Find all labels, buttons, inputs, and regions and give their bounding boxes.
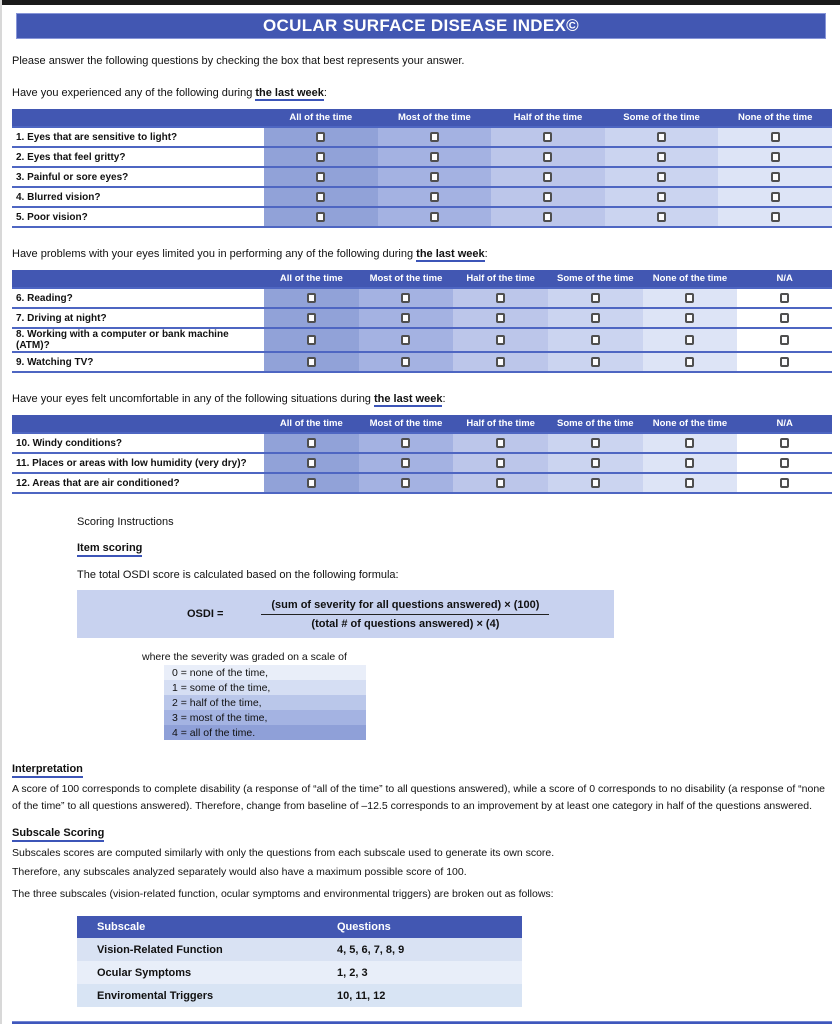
answer-cell xyxy=(453,308,548,328)
answer-cell xyxy=(378,127,492,147)
answer-cell xyxy=(643,453,738,473)
answer-cell xyxy=(605,127,719,147)
answer-cell xyxy=(718,147,832,167)
table-row xyxy=(12,308,832,328)
answer-cell xyxy=(737,433,832,453)
column-header: None of the time xyxy=(643,270,738,288)
interpretation-block xyxy=(12,740,830,1007)
formula-intro-text: The total OSDI score is calculated based on the following formula: xyxy=(77,569,399,581)
column-header: Most of the time xyxy=(359,415,454,433)
answer-cell xyxy=(264,167,378,187)
severity-scale xyxy=(164,665,366,740)
item-scoring-heading: Item scoring xyxy=(77,542,142,557)
answer-checkbox[interactable] xyxy=(316,132,325,142)
column-header: N/A xyxy=(737,270,832,288)
answer-cell xyxy=(359,308,454,328)
question-column-header xyxy=(12,270,264,288)
formula-numerator: (sum of severity for all questions answered) × (100) xyxy=(261,599,549,615)
answer-checkbox[interactable] xyxy=(430,152,439,162)
question-section xyxy=(2,248,840,373)
answer-table xyxy=(12,109,832,228)
answer-table xyxy=(12,415,832,494)
table-row xyxy=(12,167,832,187)
scoring-block xyxy=(77,516,840,740)
column-header: All of the time xyxy=(264,415,359,433)
answer-checkbox[interactable] xyxy=(401,438,410,448)
severity-scale-row: 1 = some of the time, xyxy=(164,680,366,695)
column-header: None of the time xyxy=(718,109,832,127)
answer-cell xyxy=(737,328,832,352)
answer-checkbox[interactable] xyxy=(685,478,694,488)
subscale-text-line1: Subscales scores are computed similarly with only the questions from each subscale used to generate its own score. xyxy=(12,847,555,859)
answer-cell xyxy=(643,308,738,328)
answer-checkbox[interactable] xyxy=(591,458,600,468)
severity-scale-row: 0 = none of the time, xyxy=(164,665,366,680)
section-prompt xyxy=(12,248,830,260)
answer-checkbox[interactable] xyxy=(496,357,505,367)
answer-cell xyxy=(453,473,548,493)
table-row xyxy=(12,187,832,207)
answer-checkbox[interactable] xyxy=(430,132,439,142)
section-prompt xyxy=(12,393,830,405)
column-header: Half of the time xyxy=(453,415,548,433)
answer-cell xyxy=(453,433,548,453)
column-header: All of the time xyxy=(264,270,359,288)
answer-checkbox[interactable] xyxy=(591,335,600,345)
answer-cell xyxy=(378,167,492,187)
question-label: 10. Windy conditions? xyxy=(12,433,264,453)
scan-edge-strip xyxy=(2,0,840,5)
answer-checkbox[interactable] xyxy=(496,478,505,488)
answer-checkbox[interactable] xyxy=(657,192,666,202)
answer-checkbox[interactable] xyxy=(496,438,505,448)
table-row xyxy=(12,288,832,308)
interpretation-heading: Interpretation xyxy=(12,763,83,778)
subscale-scoring-heading: Subscale Scoring xyxy=(12,827,104,842)
column-header: Some of the time xyxy=(548,415,643,433)
answer-cell xyxy=(264,127,378,147)
answer-cell xyxy=(548,453,643,473)
table-row xyxy=(12,352,832,372)
answer-checkbox[interactable] xyxy=(591,313,600,323)
answer-cell xyxy=(737,453,832,473)
answer-checkbox[interactable] xyxy=(307,335,316,345)
prompt-suffix: : xyxy=(484,248,488,260)
severity-scale-row: 4 = all of the time. xyxy=(164,725,366,740)
answer-checkbox[interactable] xyxy=(591,438,600,448)
prompt-text: Have problems with your eyes limited you in performing any of the following during xyxy=(12,248,417,260)
answer-cell xyxy=(264,207,378,227)
answer-checkbox[interactable] xyxy=(307,313,316,323)
subscale-row xyxy=(77,961,522,984)
question-label: 5. Poor vision? xyxy=(12,207,264,227)
question-section xyxy=(2,393,840,494)
answer-checkbox[interactable] xyxy=(316,172,325,182)
answer-checkbox[interactable] xyxy=(780,458,789,468)
question-label: 2. Eyes that feel gritty? xyxy=(12,147,264,167)
answer-cell xyxy=(643,473,738,493)
prompt-text: Have you experienced any of the following during xyxy=(12,87,256,99)
question-label: 1. Eyes that are sensitive to light? xyxy=(12,127,264,147)
answer-checkbox[interactable] xyxy=(543,172,552,182)
answer-checkbox[interactable] xyxy=(401,313,410,323)
interpretation-text: A score of 100 corresponds to complete disability (a response of “all of the time” to all questions answered), while a score of 0 corresponds to no disability (a response of “none of the time” to all questions answered). Therefore, change from baseline of –12.5 corresponds to an improvement by at least one category in half of the questions answered. xyxy=(12,783,826,812)
answer-checkbox[interactable] xyxy=(685,438,694,448)
table-row xyxy=(12,147,832,167)
answer-checkbox[interactable] xyxy=(496,313,505,323)
subscale-questions: 10, 11, 12 xyxy=(337,989,386,1002)
severity-scale-row: 3 = most of the time, xyxy=(164,710,366,725)
answer-cell xyxy=(453,288,548,308)
answer-cell xyxy=(378,187,492,207)
subscale-column-header: Subscale xyxy=(77,916,317,938)
table-row xyxy=(12,433,832,453)
answer-cell xyxy=(643,433,738,453)
answer-checkbox[interactable] xyxy=(401,458,410,468)
form-title: OCULAR SURFACE DISEASE INDEX© xyxy=(263,16,579,35)
answer-checkbox[interactable] xyxy=(685,293,694,303)
question-label: 12. Areas that are air conditioned? xyxy=(12,473,264,493)
answer-cell xyxy=(605,207,719,227)
osdi-formula-box xyxy=(77,590,614,638)
answer-cell xyxy=(453,352,548,372)
table-row xyxy=(12,127,832,147)
answer-cell xyxy=(643,328,738,352)
column-header: Some of the time xyxy=(605,109,719,127)
question-label: 7. Driving at night? xyxy=(12,308,264,328)
subscale-column-header: Questions xyxy=(317,916,522,938)
answer-cell xyxy=(737,352,832,372)
answer-checkbox[interactable] xyxy=(307,357,316,367)
answer-cell xyxy=(264,187,378,207)
answer-checkbox[interactable] xyxy=(401,357,410,367)
prompt-text: Have your eyes felt uncomfortable in any of the following situations during xyxy=(12,393,374,405)
answer-cell xyxy=(491,187,605,207)
scoring-instructions-heading: Scoring Instructions xyxy=(77,516,174,528)
answer-cell xyxy=(605,187,719,207)
column-header: Most of the time xyxy=(378,109,492,127)
question-label: 9. Watching TV? xyxy=(12,352,264,372)
answer-table xyxy=(12,270,832,373)
answer-checkbox[interactable] xyxy=(543,192,552,202)
answer-cell xyxy=(264,328,359,352)
answer-cell xyxy=(737,473,832,493)
answer-cell xyxy=(548,308,643,328)
answer-cell xyxy=(737,308,832,328)
answer-checkbox[interactable] xyxy=(780,335,789,345)
question-column-header xyxy=(12,109,264,127)
answer-cell xyxy=(491,147,605,167)
question-sections xyxy=(2,87,840,494)
answer-cell xyxy=(264,352,359,372)
subscale-questions: 1, 2, 3 xyxy=(337,966,368,979)
answer-cell xyxy=(643,352,738,372)
table-row xyxy=(12,473,832,493)
answer-checkbox[interactable] xyxy=(591,357,600,367)
answer-checkbox[interactable] xyxy=(771,152,780,162)
answer-cell xyxy=(453,328,548,352)
prompt-highlight: the last week xyxy=(255,87,324,99)
answer-checkbox[interactable] xyxy=(657,132,666,142)
answer-cell xyxy=(359,473,454,493)
answer-checkbox[interactable] xyxy=(591,478,600,488)
answer-checkbox[interactable] xyxy=(307,478,316,488)
answer-cell xyxy=(264,308,359,328)
answer-cell xyxy=(453,453,548,473)
answer-cell xyxy=(548,328,643,352)
subscale-table xyxy=(77,916,522,1007)
answer-checkbox[interactable] xyxy=(771,192,780,202)
answer-checkbox[interactable] xyxy=(780,478,789,488)
answer-cell xyxy=(718,187,832,207)
answer-cell xyxy=(359,453,454,473)
question-section xyxy=(2,87,840,228)
intro-text: Please answer the following questions by checking the box that best represents your answer. xyxy=(12,55,465,67)
answer-checkbox[interactable] xyxy=(657,212,666,222)
column-header: Half of the time xyxy=(453,270,548,288)
subscale-text-line2: Therefore, any subscales analyzed separately would also have a maximum possible score of 100. xyxy=(12,866,467,878)
answer-cell xyxy=(264,453,359,473)
question-label: 4. Blurred vision? xyxy=(12,187,264,207)
answer-checkbox[interactable] xyxy=(307,293,316,303)
answer-checkbox[interactable] xyxy=(401,478,410,488)
answer-cell xyxy=(718,207,832,227)
column-header: None of the time xyxy=(643,415,738,433)
table-row xyxy=(12,453,832,473)
question-label: 8. Working with a computer or bank machine (ATM)? xyxy=(12,328,264,352)
subscale-row xyxy=(77,984,522,1007)
answer-cell xyxy=(491,127,605,147)
answer-checkbox[interactable] xyxy=(496,293,505,303)
answer-checkbox[interactable] xyxy=(307,458,316,468)
answer-cell xyxy=(264,147,378,167)
answer-checkbox[interactable] xyxy=(591,293,600,303)
answer-checkbox[interactable] xyxy=(685,313,694,323)
answer-checkbox[interactable] xyxy=(430,192,439,202)
answer-checkbox[interactable] xyxy=(771,132,780,142)
answer-cell xyxy=(264,433,359,453)
prompt-suffix: : xyxy=(323,87,327,99)
subscale-name: Vision-Related Function xyxy=(97,943,223,956)
answer-checkbox[interactable] xyxy=(430,172,439,182)
question-column-header xyxy=(12,415,264,433)
form-title-bar xyxy=(16,13,826,39)
answer-checkbox[interactable] xyxy=(771,212,780,222)
answer-cell xyxy=(359,288,454,308)
question-label: 6. Reading? xyxy=(12,288,264,308)
answer-cell xyxy=(359,352,454,372)
answer-checkbox[interactable] xyxy=(685,357,694,367)
answer-checkbox[interactable] xyxy=(657,172,666,182)
answer-checkbox[interactable] xyxy=(543,212,552,222)
answer-checkbox[interactable] xyxy=(657,152,666,162)
answer-cell xyxy=(718,127,832,147)
question-label: 3. Painful or sore eyes? xyxy=(12,167,264,187)
answer-cell xyxy=(643,288,738,308)
answer-cell xyxy=(718,167,832,187)
answer-cell xyxy=(605,167,719,187)
severity-scale-intro: where the severity was graded on a scale of xyxy=(142,651,347,663)
answer-cell xyxy=(359,328,454,352)
formula-denominator: (total # of questions answered) × (4) xyxy=(311,617,500,630)
answer-checkbox[interactable] xyxy=(401,293,410,303)
answer-checkbox[interactable] xyxy=(430,212,439,222)
answer-checkbox[interactable] xyxy=(685,335,694,345)
answer-checkbox[interactable] xyxy=(771,172,780,182)
prompt-highlight: the last week xyxy=(373,393,443,405)
answer-checkbox[interactable] xyxy=(780,293,789,303)
formula-fraction xyxy=(261,599,549,630)
answer-cell xyxy=(605,147,719,167)
answer-checkbox[interactable] xyxy=(401,335,410,345)
severity-scale-row: 2 = half of the time, xyxy=(164,695,366,710)
answer-checkbox[interactable] xyxy=(316,152,325,162)
answer-checkbox[interactable] xyxy=(780,357,789,367)
answer-cell xyxy=(491,207,605,227)
answer-cell xyxy=(548,352,643,372)
column-header: Half of the time xyxy=(491,109,605,127)
answer-checkbox[interactable] xyxy=(685,458,694,468)
formula-lhs: OSDI = xyxy=(187,608,224,620)
answer-checkbox[interactable] xyxy=(316,212,325,222)
column-header: N/A xyxy=(737,415,832,433)
answer-cell xyxy=(548,433,643,453)
answer-cell xyxy=(378,147,492,167)
subscale-questions: 4, 5, 6, 7, 8, 9 xyxy=(337,943,405,956)
subscale-row xyxy=(77,938,522,961)
answer-checkbox[interactable] xyxy=(780,313,789,323)
subscale-name: Ocular Symptoms xyxy=(97,966,192,979)
answer-checkbox[interactable] xyxy=(543,152,552,162)
section-prompt xyxy=(12,87,830,99)
table-row xyxy=(12,328,832,352)
answer-cell xyxy=(264,473,359,493)
answer-cell xyxy=(737,288,832,308)
subscale-name: Enviromental Triggers xyxy=(97,989,214,1002)
column-header: All of the time xyxy=(264,109,378,127)
answer-cell xyxy=(264,288,359,308)
prompt-highlight: the last week xyxy=(416,248,485,260)
answer-cell xyxy=(378,207,492,227)
answer-cell xyxy=(491,167,605,187)
table-row xyxy=(12,207,832,227)
answer-cell xyxy=(548,288,643,308)
subscale-table-intro: The three subscales (vision-related function, ocular symptoms and environmental triggers) are broken out as follows: xyxy=(12,888,554,900)
answer-cell xyxy=(548,473,643,493)
question-label: 11. Places or areas with low humidity (very dry)? xyxy=(12,453,264,473)
column-header: Most of the time xyxy=(359,270,454,288)
answer-cell xyxy=(359,433,454,453)
answer-checkbox[interactable] xyxy=(316,192,325,202)
answer-checkbox[interactable] xyxy=(496,458,505,468)
answer-checkbox[interactable] xyxy=(496,335,505,345)
prompt-suffix: : xyxy=(442,393,446,405)
column-header: Some of the time xyxy=(548,270,643,288)
answer-checkbox[interactable] xyxy=(543,132,552,142)
answer-checkbox[interactable] xyxy=(307,438,316,448)
answer-checkbox[interactable] xyxy=(780,438,789,448)
